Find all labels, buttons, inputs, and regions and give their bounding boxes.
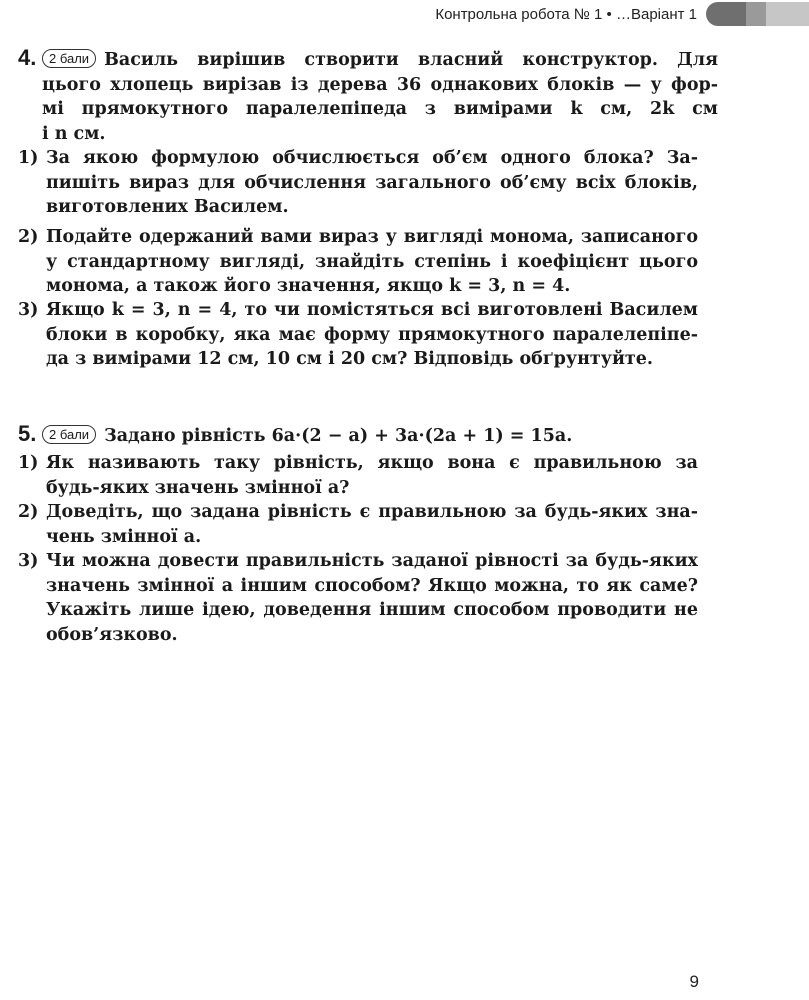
question-line: блоки в коробку, яка має форму прямокутного паралелепіпе- (46, 324, 698, 345)
problem-stem (42, 48, 718, 146)
question-line: Як називають таку рівність, якщо вона є правильною за (46, 453, 698, 473)
question-line: виготовлених Василем. (46, 197, 289, 217)
question-line: Укажіть лише ідею, доведення іншим способом проводити не (46, 600, 698, 620)
question-line: монома, а також його значення, якщо k = 3, n = 4. (46, 276, 571, 296)
question-label: 1) (18, 148, 39, 168)
question-label: 3) (18, 551, 39, 571)
stem-line: 2 бали Задано рівність 6a·(2 − a) + 3a·(2a + 1) = 15a. (42, 424, 718, 449)
question-line: пишіть вираз для обчислення загального об’єму всіх блоків, (46, 172, 698, 193)
question-line: Якщо k = 3, n = 4, то чи помістяться всі виготовлені Василем (46, 300, 698, 320)
problem-number: 4. (18, 45, 37, 70)
problem-stem (42, 424, 718, 449)
header-tab-dark (706, 2, 746, 26)
question-label: 2) (18, 227, 39, 247)
stem-line: 2 бали Василь вирішив створити власний конструктор. Для (42, 48, 718, 73)
question-line: обов’язково. (46, 624, 178, 645)
points-badge: 2 бали (42, 425, 96, 444)
question-line: Доведіть, що задана рівність є правильною за будь-яких зна- (46, 502, 698, 522)
question-line: чень змінної a. (46, 526, 202, 547)
question-label: 3) (18, 300, 39, 320)
header-tab-light (766, 2, 809, 26)
question-line: Подайте одержаний вами вираз у вигляді монома, записаного (46, 227, 698, 247)
stem-line: мі прямокутного паралелепіпеда з вимірами k см, 2k см (42, 99, 718, 119)
stem-line: цього хлопець вирізав із дерева 36 однакових блоків — у фор- (42, 74, 718, 95)
question-line: да з вимірами 12 см, 10 см і 20 см? Відповідь обґрунтуйте. (46, 349, 653, 369)
points-badge: 2 бали (42, 49, 96, 68)
header-title: Контрольна робота № 1 • …Варіант 1 (435, 6, 697, 23)
question-line: За якою формулою обчислюється об’єм одного блока? За- (46, 148, 698, 168)
question-line: значень змінної a іншим способом? Якщо можна, то як саме? (46, 575, 698, 596)
problem-number: 5. (18, 421, 37, 446)
question-line: Чи можна довести правильність заданої рівності за будь-яких (46, 551, 698, 571)
page-header (0, 0, 809, 32)
question-line: у стандартному вигляді, знайдіть степінь і коефіцієнт цього (46, 251, 698, 272)
question-label: 1) (18, 453, 39, 473)
page-number: 9 (689, 972, 699, 991)
stem-line: і n см. (42, 123, 106, 144)
question-line: будь-яких значень змінної a? (46, 477, 350, 498)
question-label: 2) (18, 502, 39, 522)
header-tab-mid (746, 2, 766, 26)
